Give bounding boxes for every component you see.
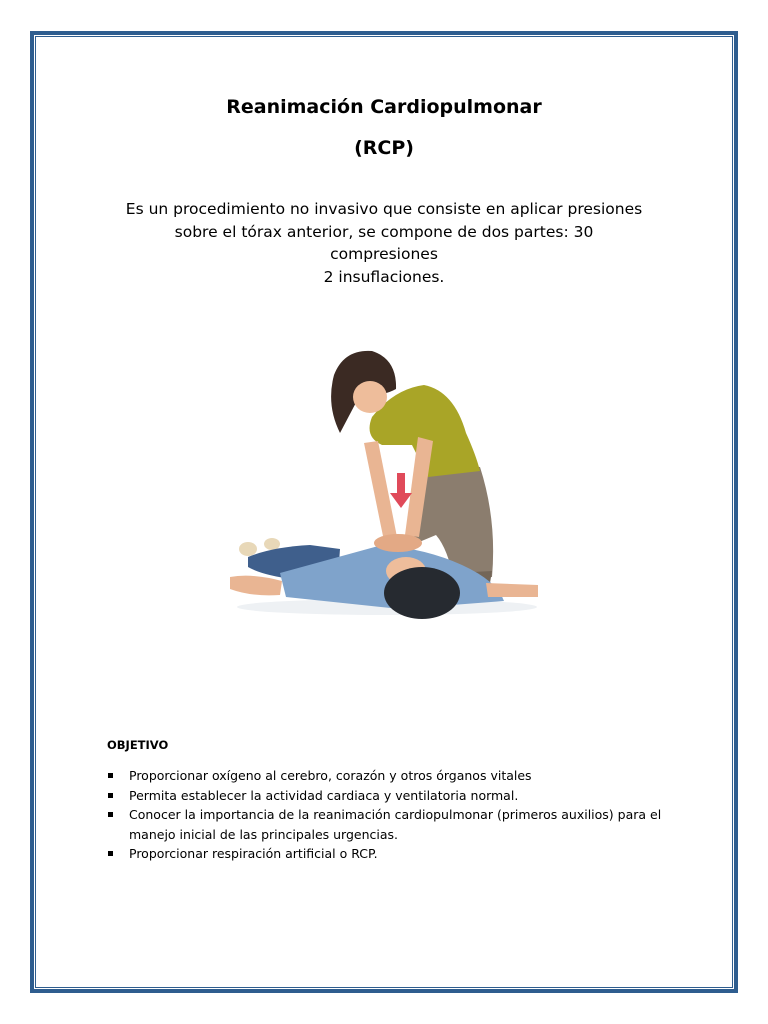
compression-arrow (390, 473, 412, 508)
patient-foot (239, 542, 257, 556)
rescuer-arm-left (364, 441, 397, 541)
intro-line: sobre el tórax anterior, se compone de dos partes: 30 compresiones (174, 222, 594, 263)
rescuer-face (353, 381, 387, 413)
cpr-illustration (222, 345, 552, 630)
rescuer-hands (374, 534, 422, 552)
patient-hair (384, 567, 460, 619)
objectives-heading: OBJETIVO (107, 738, 169, 752)
objective-item (107, 766, 667, 786)
intro-line: 2 insuflaciones. (323, 267, 445, 286)
document-subtitle: (RCP) (354, 137, 414, 159)
bullet-icon (108, 812, 113, 817)
document-title: Reanimación Cardiopulmonar (226, 96, 542, 118)
objective-text: Conocer la importancia de la reanimación cardiopulmonar (primeros auxilios) para el manejo inicial de las principales urgencias. (129, 807, 662, 842)
patient-arm (230, 576, 282, 596)
objective-text: Proporcionar oxígeno al cerebro, corazón y otros órganos vitales (129, 768, 532, 783)
bullet-icon (108, 851, 113, 856)
objective-item (107, 844, 667, 864)
objective-item (107, 786, 667, 806)
objectives-list (107, 766, 667, 864)
bullet-icon (108, 793, 113, 798)
patient-arm (486, 583, 538, 597)
patient-foot (264, 538, 280, 550)
objective-text: Proporcionar respiración artificial o RCP. (129, 846, 378, 861)
objective-text: Permita establecer la actividad cardiaca y ventilatoria normal. (129, 787, 519, 803)
intro-paragraph (120, 198, 648, 288)
intro-line: Es un procedimiento no invasivo que consiste en aplicar presiones (125, 200, 643, 218)
objective-item (107, 805, 667, 844)
bullet-icon (108, 773, 113, 778)
